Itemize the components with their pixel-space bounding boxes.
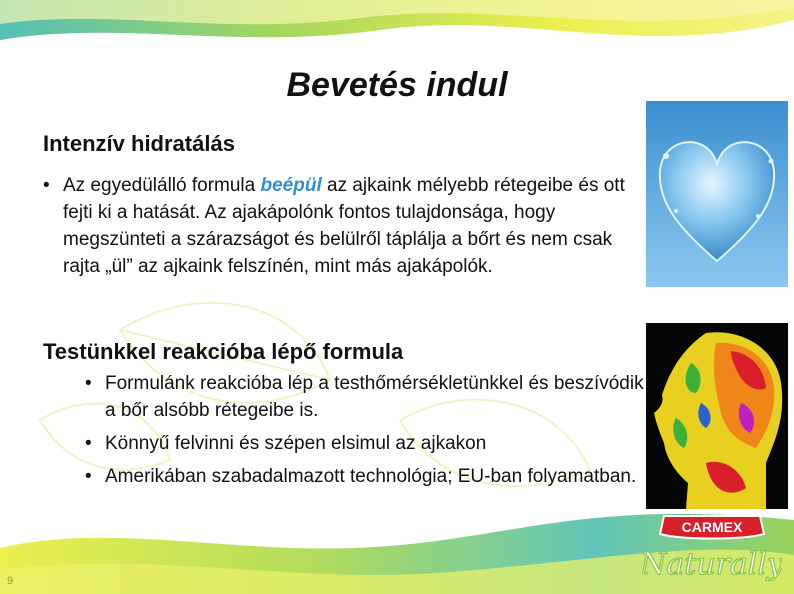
bullet-marker: • [85, 373, 92, 394]
bullet-marker: • [85, 466, 92, 487]
text-segment: az ajkaink mélyebb rétegeibe és ott fejti ki a hatását. Az ajakápolónk fontos tulajdonsága, hogy megszünteti a szárazságot és belülről táplálja a bőrt és nem csak rajta „ül” az ajkaink felszínén, mint más ajakápolók. [63, 175, 625, 277]
hydration-text [63, 172, 633, 280]
carmex-logo-icon [642, 512, 782, 592]
slide-title: Bevetés indul [286, 66, 508, 104]
list-item [85, 370, 645, 424]
thermal-head-icon [646, 323, 788, 509]
svg-text:CARMEX: CARMEX [681, 519, 743, 535]
list-item [85, 463, 645, 490]
water-heart-icon [646, 101, 788, 287]
svg-text:Naturally: Naturally [642, 547, 782, 582]
list-item-text: Amerikában szabadalmazott technológia; EU-ban folyamatban. [105, 466, 637, 487]
bullet-marker: • [85, 433, 92, 454]
bullet-marker: • [43, 175, 50, 196]
list-item-text: Könnyű felvinni és szépen elsimul az ajkakon [105, 433, 487, 454]
text-segment: Az egyedülálló formula [63, 175, 261, 196]
section-heading-formula: Testünkkel reakcióba lépő formula [43, 339, 404, 364]
emphasis-text: beépül [260, 175, 322, 196]
hydration-paragraph [43, 172, 633, 280]
list-item [85, 430, 645, 457]
list-item-text: Formulánk reakcióba lép a testhőmérsékletünkkel és beszívódik a bőr alsóbb rétegeibe is. [105, 373, 644, 421]
page-number: 9 [7, 575, 14, 587]
carmex-naturally-logo [642, 512, 782, 592]
thermal-head-image [646, 323, 788, 509]
water-heart-image [646, 101, 788, 287]
formula-list [85, 370, 645, 496]
section-heading-hydration: Intenzív hidratálás [43, 131, 235, 156]
